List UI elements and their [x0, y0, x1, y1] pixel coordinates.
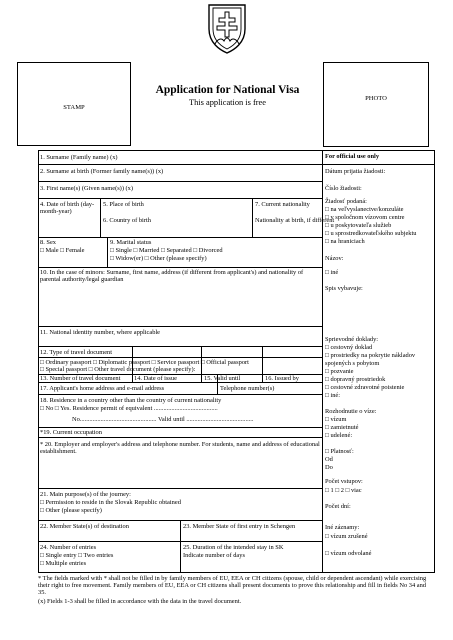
- field-8-sex-options[interactable]: □ Male □ Female: [40, 247, 85, 254]
- official-submitted-opt-3: □ u poskytovateľa služieb: [325, 222, 392, 229]
- field-7-nationality-at-birth: Nationality at birth, if different: [255, 217, 335, 224]
- field-23-first-entry: 23. Member State of first entry in Schengen: [183, 523, 296, 530]
- page-title: Application for National Visa: [155, 84, 300, 96]
- official-doc-opt-3: spojených s pobytom: [325, 360, 380, 367]
- field-19-occupation: *19. Current occupation: [40, 429, 102, 436]
- official-other-notes: Iné záznamy:: [325, 524, 360, 531]
- field-17-home-address: 17. Applicant's home address and e-mail address: [40, 385, 165, 392]
- official-column-divider: [322, 150, 323, 573]
- field-25-days: Indicate number of days: [183, 552, 245, 559]
- official-use-heading: For official use only: [325, 153, 380, 160]
- field-12-travel-doc-type: 12. Type of travel document: [40, 349, 113, 356]
- field-12-options-line2[interactable]: □ Special passport □ Other travel document (please specify):: [40, 366, 196, 373]
- coat-of-arms-emblem: [206, 3, 248, 55]
- official-name: Názov:: [325, 255, 344, 262]
- field-18-permit-number: No................................................ Valid until ..........................................: [72, 416, 254, 423]
- field-24-number-of-entries: 24. Number of entries: [40, 544, 97, 551]
- field-18-residence: 18. Residence in a country other than the country of current nationality: [40, 397, 222, 404]
- field-5-place-of-birth: 5. Place of birth: [103, 201, 144, 208]
- field-17-telephone: Telephone number(s): [220, 385, 275, 392]
- field-24-options-line2[interactable]: □ Multiple entries: [40, 560, 87, 567]
- official-number-of-entries: Počet vstupov:: [325, 478, 363, 485]
- field-1-surname: 1. Surname (Family name) (x): [40, 154, 118, 161]
- official-visa-revoked: □ vízum odvolané: [325, 550, 372, 557]
- official-validity: □ Platnosť:: [325, 448, 354, 455]
- official-valid-from: Od: [325, 456, 333, 463]
- official-other: □ iné: [325, 269, 339, 276]
- field-7-current-nationality: 7. Current nationality: [255, 201, 310, 208]
- field-18-options[interactable]: □ No □ Yes. Residence permit of equivalent ........................................: [40, 405, 218, 412]
- official-decision-opt-2: □ zamietnuté: [325, 424, 359, 431]
- official-submitted-opt-5: □ na hraniciach: [325, 238, 365, 245]
- field-11-national-id: 11. National identity number, where applicable: [40, 329, 161, 336]
- field-24-options-line1[interactable]: □ Single entry □ Two entries: [40, 552, 114, 559]
- field-13-travel-doc-number: 13. Number of travel document: [40, 375, 121, 382]
- field-2-surname-at-birth: 2. Surname at birth (Former family name(s)) (x): [40, 168, 164, 175]
- official-submitted-opt-2: □ v spoločnom vízovom centre: [325, 214, 405, 221]
- footer-note-fields-1-3: (x) Fields 1-3 shall be filled in accordance with the data in the travel document.: [38, 598, 242, 605]
- official-date-received: Dátum prijatia žiadosti:: [325, 168, 386, 175]
- field-6-country-of-birth: 6. Country of birth: [103, 217, 151, 224]
- field-10-minors: 10. In the case of minors: Surname, first name, address (if different from applicant's) and nationality of parental authority/legal guardian: [40, 269, 304, 284]
- official-application-number: Číslo žiadosti:: [325, 185, 362, 192]
- official-valid-to: Do: [325, 464, 333, 471]
- field-12-options-line1[interactable]: □ Ordinary passport □ Diplomatic passport □ Service passport □ Official passport: [40, 359, 249, 366]
- field-9-options-line1[interactable]: □ Single □ Married □ Separated □ Divorced: [110, 247, 223, 254]
- field-14-date-of-issue: 14. Date of issue: [134, 375, 177, 382]
- field-4-date-of-birth: 4. Date of birth (day-month-year): [40, 201, 95, 216]
- field-16-issued-by: 16. Issued by: [265, 375, 299, 382]
- official-submitted-at: Žiadosť podaná:: [325, 198, 367, 205]
- field-9-marital-status: 9. Marital status: [110, 239, 152, 246]
- official-submitted-opt-4: □ u sprostredkovateľského subjektu: [325, 230, 417, 237]
- field-21-option-reside[interactable]: □ Permission to reside in the Slovak Republic obtained: [40, 499, 181, 506]
- field-22-destination: 22. Member State(s) of destination: [40, 523, 129, 530]
- official-submitted-opt-1: □ na veľvyslanectve/konzuláte: [325, 206, 404, 213]
- official-visa-cancelled: □ vízum zrušené: [325, 533, 368, 540]
- field-3-first-names: 3. First name(s) (Given name(s)) (x): [40, 185, 133, 192]
- field-25-duration: 25. Duration of the intended stay in SK: [183, 544, 284, 551]
- official-doc-opt-7: □ iné:: [325, 392, 341, 399]
- official-doc-opt-2: □ prostriedky na pokrytie nákladov: [325, 352, 416, 359]
- field-15-valid-until: 15. Valid until: [204, 375, 241, 382]
- official-visa-decision: Rozhodnutie o víze:: [325, 408, 377, 415]
- photo-label: PHOTO: [365, 95, 387, 102]
- official-doc-opt-6: □ cestovné zdravotné poistenie: [325, 384, 405, 391]
- footer-note-family-members: * The fields marked with * shall not be filled in by family members of EU, EEA or CH citizens (spouse, child or dependent ascendant) while exercising their right to free movement. Family members of EU, EEA or CH citizens shall present documents to prove this relationship and fill in fields No 34 and 35.: [38, 575, 427, 597]
- official-decision-opt-1: □ vízum: [325, 416, 347, 423]
- field-21-purpose: 21. Main purpose(s) of the journey:: [40, 491, 131, 498]
- official-doc-opt-1: □ cestovný doklad: [325, 344, 373, 351]
- field-9-options-line2[interactable]: □ Widow(er) □ Other (please specify): [110, 255, 207, 262]
- official-doc-opt-4: □ pozvanie: [325, 368, 354, 375]
- official-documents: Sprievodné doklady:: [325, 336, 379, 343]
- photo-box: [323, 62, 429, 147]
- field-8-sex: 8. Sex: [40, 239, 56, 246]
- official-handled-by: Spis vybavuje:: [325, 285, 363, 292]
- official-entries-options: □ 1 □ 2 □ viac: [325, 487, 362, 494]
- official-number-of-days: Počet dní:: [325, 503, 351, 510]
- stamp-label: STAMP: [63, 104, 85, 111]
- stamp-box: [17, 62, 131, 146]
- official-decision-opt-3: □ udelené:: [325, 432, 353, 439]
- field-20-employer: * 20. Employer and employer's address and telephone number. For students, name and address of educational establishment.: [40, 441, 320, 456]
- page-subtitle: This application is free: [189, 98, 266, 107]
- field-21-option-other[interactable]: □ Other (please specify): [40, 507, 102, 514]
- official-doc-opt-5: □ dopravný prostriedok: [325, 376, 386, 383]
